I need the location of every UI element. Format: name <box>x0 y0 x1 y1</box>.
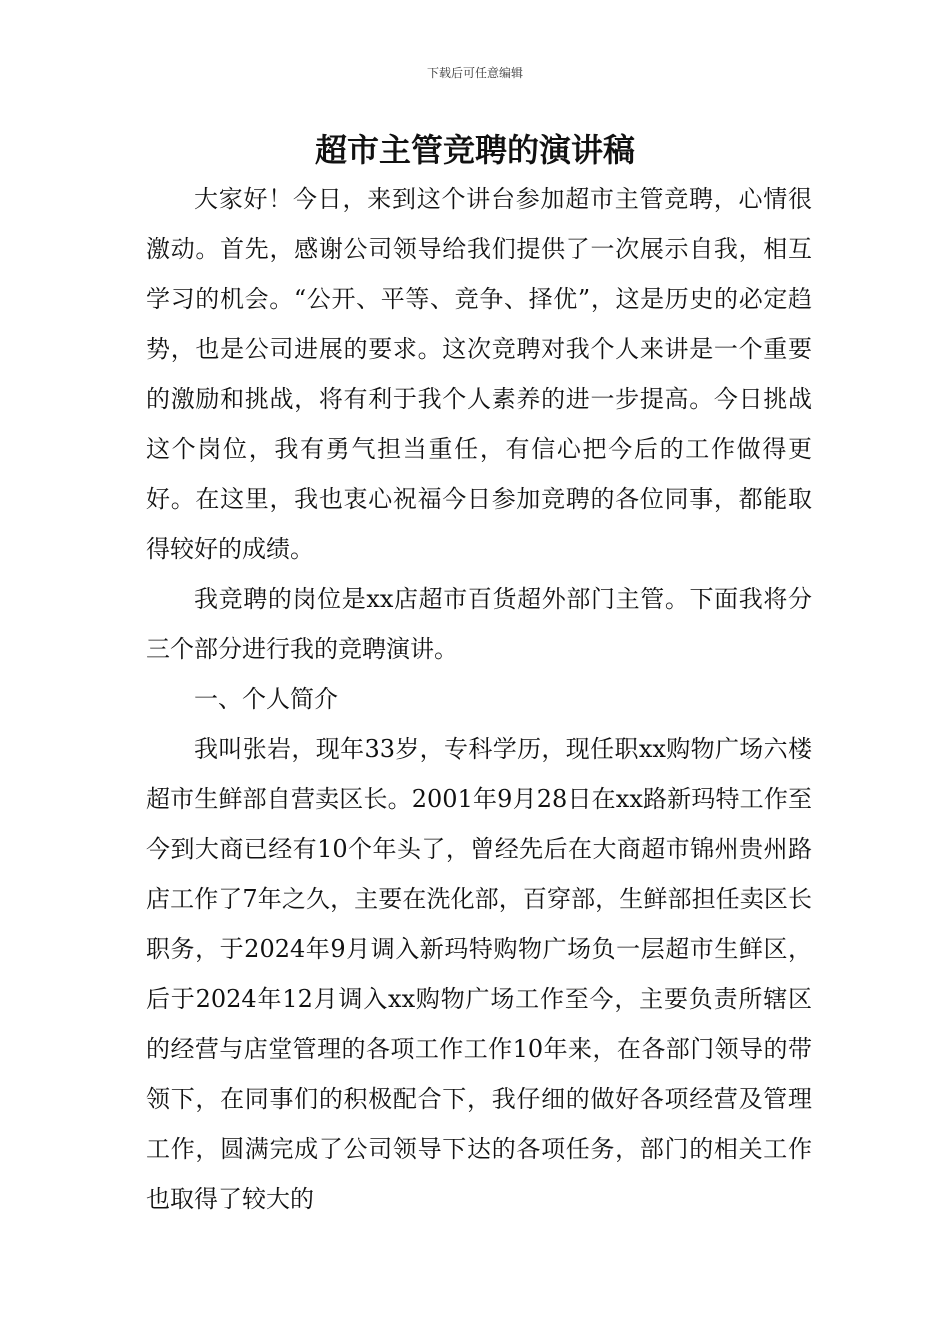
paragraph-greeting: 大家好！今日，来到这个讲台参加超市主管竞聘，心情很激动。首先，感谢公司领导给我们提供了一次展示自我，相互学习的机会。“公开、平等、竞争、择优”，这是历史的必定趋势，也是公司进展的要求。这次竞聘对我个人来讲是一个重要的激励和挑战，将有利于我个人素养的进一步提高。今日挑战这个岗位，我有勇气担当重任，有信心把今后的工作做得更好。在这里，我也衷心祝福今日参加竞聘的各位同事，都能取得较好的成绩。 <box>146 185 812 563</box>
paragraph-position: 我竞聘的岗位是xx店超市百货超外部门主管。下面我将分三个部分进行我的竞聘演讲。 <box>146 585 812 663</box>
header-note: 下载后可任意编辑 <box>426 66 523 80</box>
document-title: 超市主管竞聘的演讲稿 <box>314 131 635 169</box>
document-body <box>146 174 812 1224</box>
section-heading-personal-intro: 一、个人简介 <box>194 685 338 713</box>
paragraph-self-intro: 我叫张岩，现年33岁，专科学历，现任职xx购物广场六楼超市生鲜部自营卖区长。2001年9月28日在xx路新玛特工作至今到大商已经有10个年头了，曾经先后在大商超市锦州贵州路店工作了7年之久，主要在洗化部，百穿部，生鲜部担任卖区长职务，于2024年9月调入新玛特购物广场负一层超市生鲜区，后于2024年12月调入xx购物广场工作至今，主要负责所辖区的经营与店堂管理的各项工作工作10年来，在各部门领导的带领下，在同事们的积极配合下，我仔细的做好各项经营及管理工作，圆满完成了公司领导下达的各项任务，部门的相关工作也取得了较大的 <box>146 735 812 1213</box>
